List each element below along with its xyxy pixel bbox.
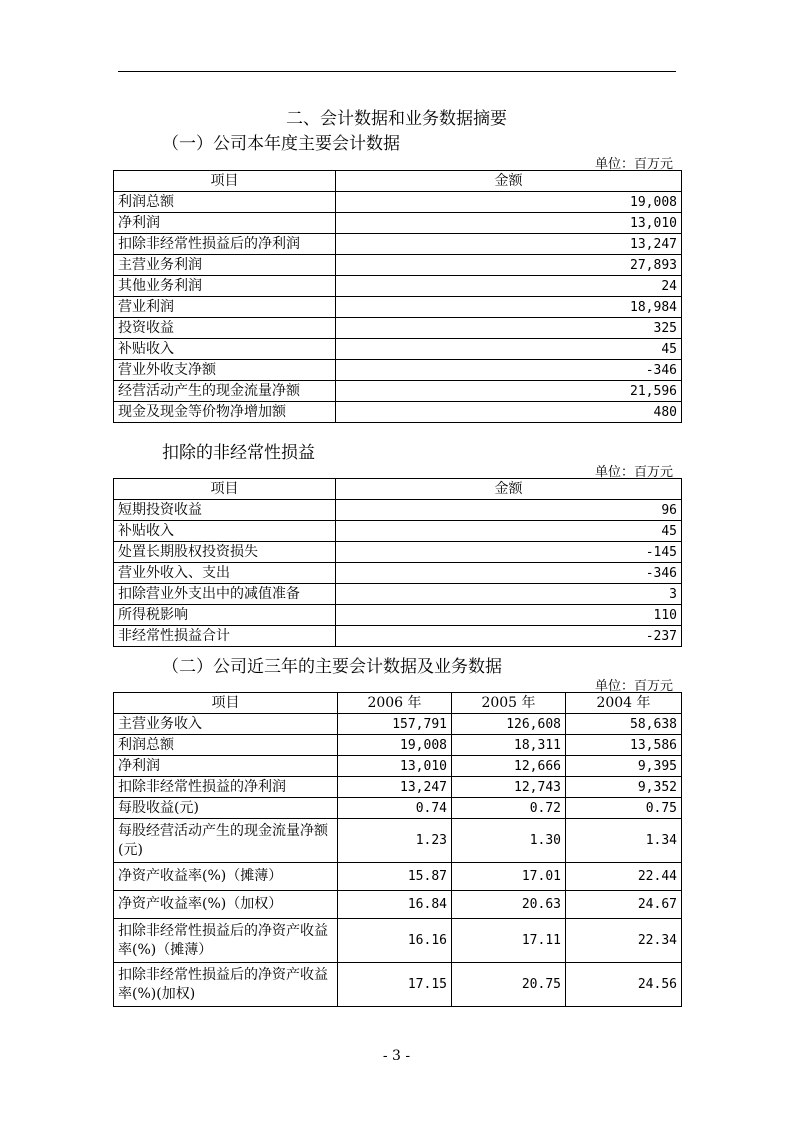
row-value: -346 (336, 563, 682, 584)
row-value: 16.16 (338, 919, 452, 963)
row-value: 3 (336, 584, 682, 605)
table-row (114, 542, 682, 563)
row-value: 126,608 (452, 714, 566, 735)
row-value: -346 (336, 360, 682, 381)
row-label: 净资产收益率(%)（摊薄） (114, 863, 338, 891)
row-label: 主营业务利润 (114, 255, 336, 276)
row-value: 110 (336, 605, 682, 626)
unit-label-3: 单位：百万元 (594, 679, 673, 694)
row-label: 扣除非经常性损益后的净资产收益率(%)(加权) (114, 963, 338, 1007)
table-row (114, 584, 682, 605)
row-value: 20.63 (452, 891, 566, 919)
row-value: 325 (336, 318, 682, 339)
row-label: 现金及现金等价物净增加额 (114, 402, 336, 423)
table-row (114, 605, 682, 626)
row-value: 17.11 (452, 919, 566, 963)
table-row (114, 521, 682, 542)
table-row (114, 777, 682, 798)
table-row (114, 756, 682, 777)
table-row (114, 798, 682, 819)
table-row (114, 192, 682, 213)
header-amount: 金额 (336, 479, 682, 500)
table-row (114, 735, 682, 756)
header-amount: 金额 (336, 171, 682, 192)
row-value: -145 (336, 542, 682, 563)
row-value: 45 (336, 521, 682, 542)
row-value: 18,984 (336, 297, 682, 318)
header-2006: 2006 年 (338, 693, 452, 714)
table-row (114, 234, 682, 255)
table-row (114, 276, 682, 297)
table-row (114, 297, 682, 318)
annual-accounting-table (113, 170, 682, 423)
table-row (114, 714, 682, 735)
nonrecurring-table (113, 478, 682, 647)
header-2004: 2004 年 (566, 693, 682, 714)
row-label: 投资收益 (114, 318, 336, 339)
row-label: 非经常性损益合计 (114, 626, 336, 647)
row-value: 19,008 (338, 735, 452, 756)
row-label: 每股收益(元) (114, 798, 338, 819)
row-value: 22.34 (566, 919, 682, 963)
row-label: 净利润 (114, 756, 338, 777)
row-label: 扣除营业外支出中的减值准备 (114, 584, 336, 605)
table-row (114, 381, 682, 402)
row-value: 1.34 (566, 819, 682, 863)
page-number: - 3 - (382, 1048, 411, 1064)
row-label: 净利润 (114, 213, 336, 234)
table-row (114, 891, 682, 919)
unit-label-2: 单位：百万元 (594, 465, 673, 480)
row-value: 9,352 (566, 777, 682, 798)
row-value: -237 (336, 626, 682, 647)
row-value: 480 (336, 402, 682, 423)
row-label: 其他业务利润 (114, 276, 336, 297)
row-value: 24.67 (566, 891, 682, 919)
table-row (114, 563, 682, 584)
row-label: 扣除非经常性损益后的净资产收益率(%)（摊薄） (114, 919, 338, 963)
header-rule (118, 71, 676, 72)
row-value: 13,247 (336, 234, 682, 255)
row-value: 20.75 (452, 963, 566, 1007)
row-value: 18,311 (452, 735, 566, 756)
table-row (114, 500, 682, 521)
row-value: 45 (336, 339, 682, 360)
row-value: 1.23 (338, 819, 452, 863)
row-label: 营业利润 (114, 297, 336, 318)
table-row (114, 318, 682, 339)
row-value: 13,586 (566, 735, 682, 756)
row-label: 补贴收入 (114, 339, 336, 360)
table-row (114, 255, 682, 276)
subtitle-annual-data: （一）公司本年度主要会计数据 (162, 134, 400, 154)
row-value: 13,247 (338, 777, 452, 798)
table-row (114, 626, 682, 647)
row-value: 96 (336, 500, 682, 521)
subtitle-nonrecurring: 扣除的非经常性损益 (162, 443, 315, 463)
table-row (114, 402, 682, 423)
row-value: 157,791 (338, 714, 452, 735)
table-row (114, 863, 682, 891)
row-value: 9,395 (566, 756, 682, 777)
row-label: 扣除非经常性损益后的净利润 (114, 234, 336, 255)
row-label: 补贴收入 (114, 521, 336, 542)
row-label: 利润总额 (114, 735, 338, 756)
header-2005: 2005 年 (452, 693, 566, 714)
row-value: 13,010 (338, 756, 452, 777)
row-value: 15.87 (338, 863, 452, 891)
row-value: 24.56 (566, 963, 682, 1007)
row-label: 净资产收益率(%)（加权） (114, 891, 338, 919)
row-label: 营业外收支净额 (114, 360, 336, 381)
row-value: 12,666 (452, 756, 566, 777)
header-item: 项目 (114, 479, 336, 500)
row-value: 16.84 (338, 891, 452, 919)
row-label: 每股经营活动产生的现金流量净额(元) (114, 819, 338, 863)
row-label: 短期投资收益 (114, 500, 336, 521)
row-label: 利润总额 (114, 192, 336, 213)
row-value: 17.15 (338, 963, 452, 1007)
row-label: 所得税影响 (114, 605, 336, 626)
row-value: 27,893 (336, 255, 682, 276)
row-value: 0.74 (338, 798, 452, 819)
row-label: 经营活动产生的现金流量净额 (114, 381, 336, 402)
row-label: 处置长期股权投资损失 (114, 542, 336, 563)
header-item: 项目 (114, 171, 336, 192)
row-value: 0.72 (452, 798, 566, 819)
row-label: 主营业务收入 (114, 714, 338, 735)
section-title: 二、会计数据和业务数据摘要 (286, 109, 507, 129)
row-value: 21,596 (336, 381, 682, 402)
table-row (114, 819, 682, 863)
row-value: 17.01 (452, 863, 566, 891)
row-value: 19,008 (336, 192, 682, 213)
row-value: 0.75 (566, 798, 682, 819)
row-value: 22.44 (566, 863, 682, 891)
table-row (114, 963, 682, 1007)
row-label: 扣除非经常性损益的净利润 (114, 777, 338, 798)
table-row (114, 339, 682, 360)
three-year-table (113, 692, 682, 1007)
subtitle-three-year: （二）公司近三年的主要会计数据及业务数据 (162, 657, 502, 677)
row-value: 24 (336, 276, 682, 297)
row-value: 1.30 (452, 819, 566, 863)
header-item: 项目 (114, 693, 338, 714)
table-row (114, 213, 682, 234)
row-label: 营业外收入、支出 (114, 563, 336, 584)
table-row (114, 360, 682, 381)
row-value: 12,743 (452, 777, 566, 798)
unit-label-1: 单位：百万元 (594, 157, 673, 172)
table-row (114, 919, 682, 963)
row-value: 58,638 (566, 714, 682, 735)
row-value: 13,010 (336, 213, 682, 234)
